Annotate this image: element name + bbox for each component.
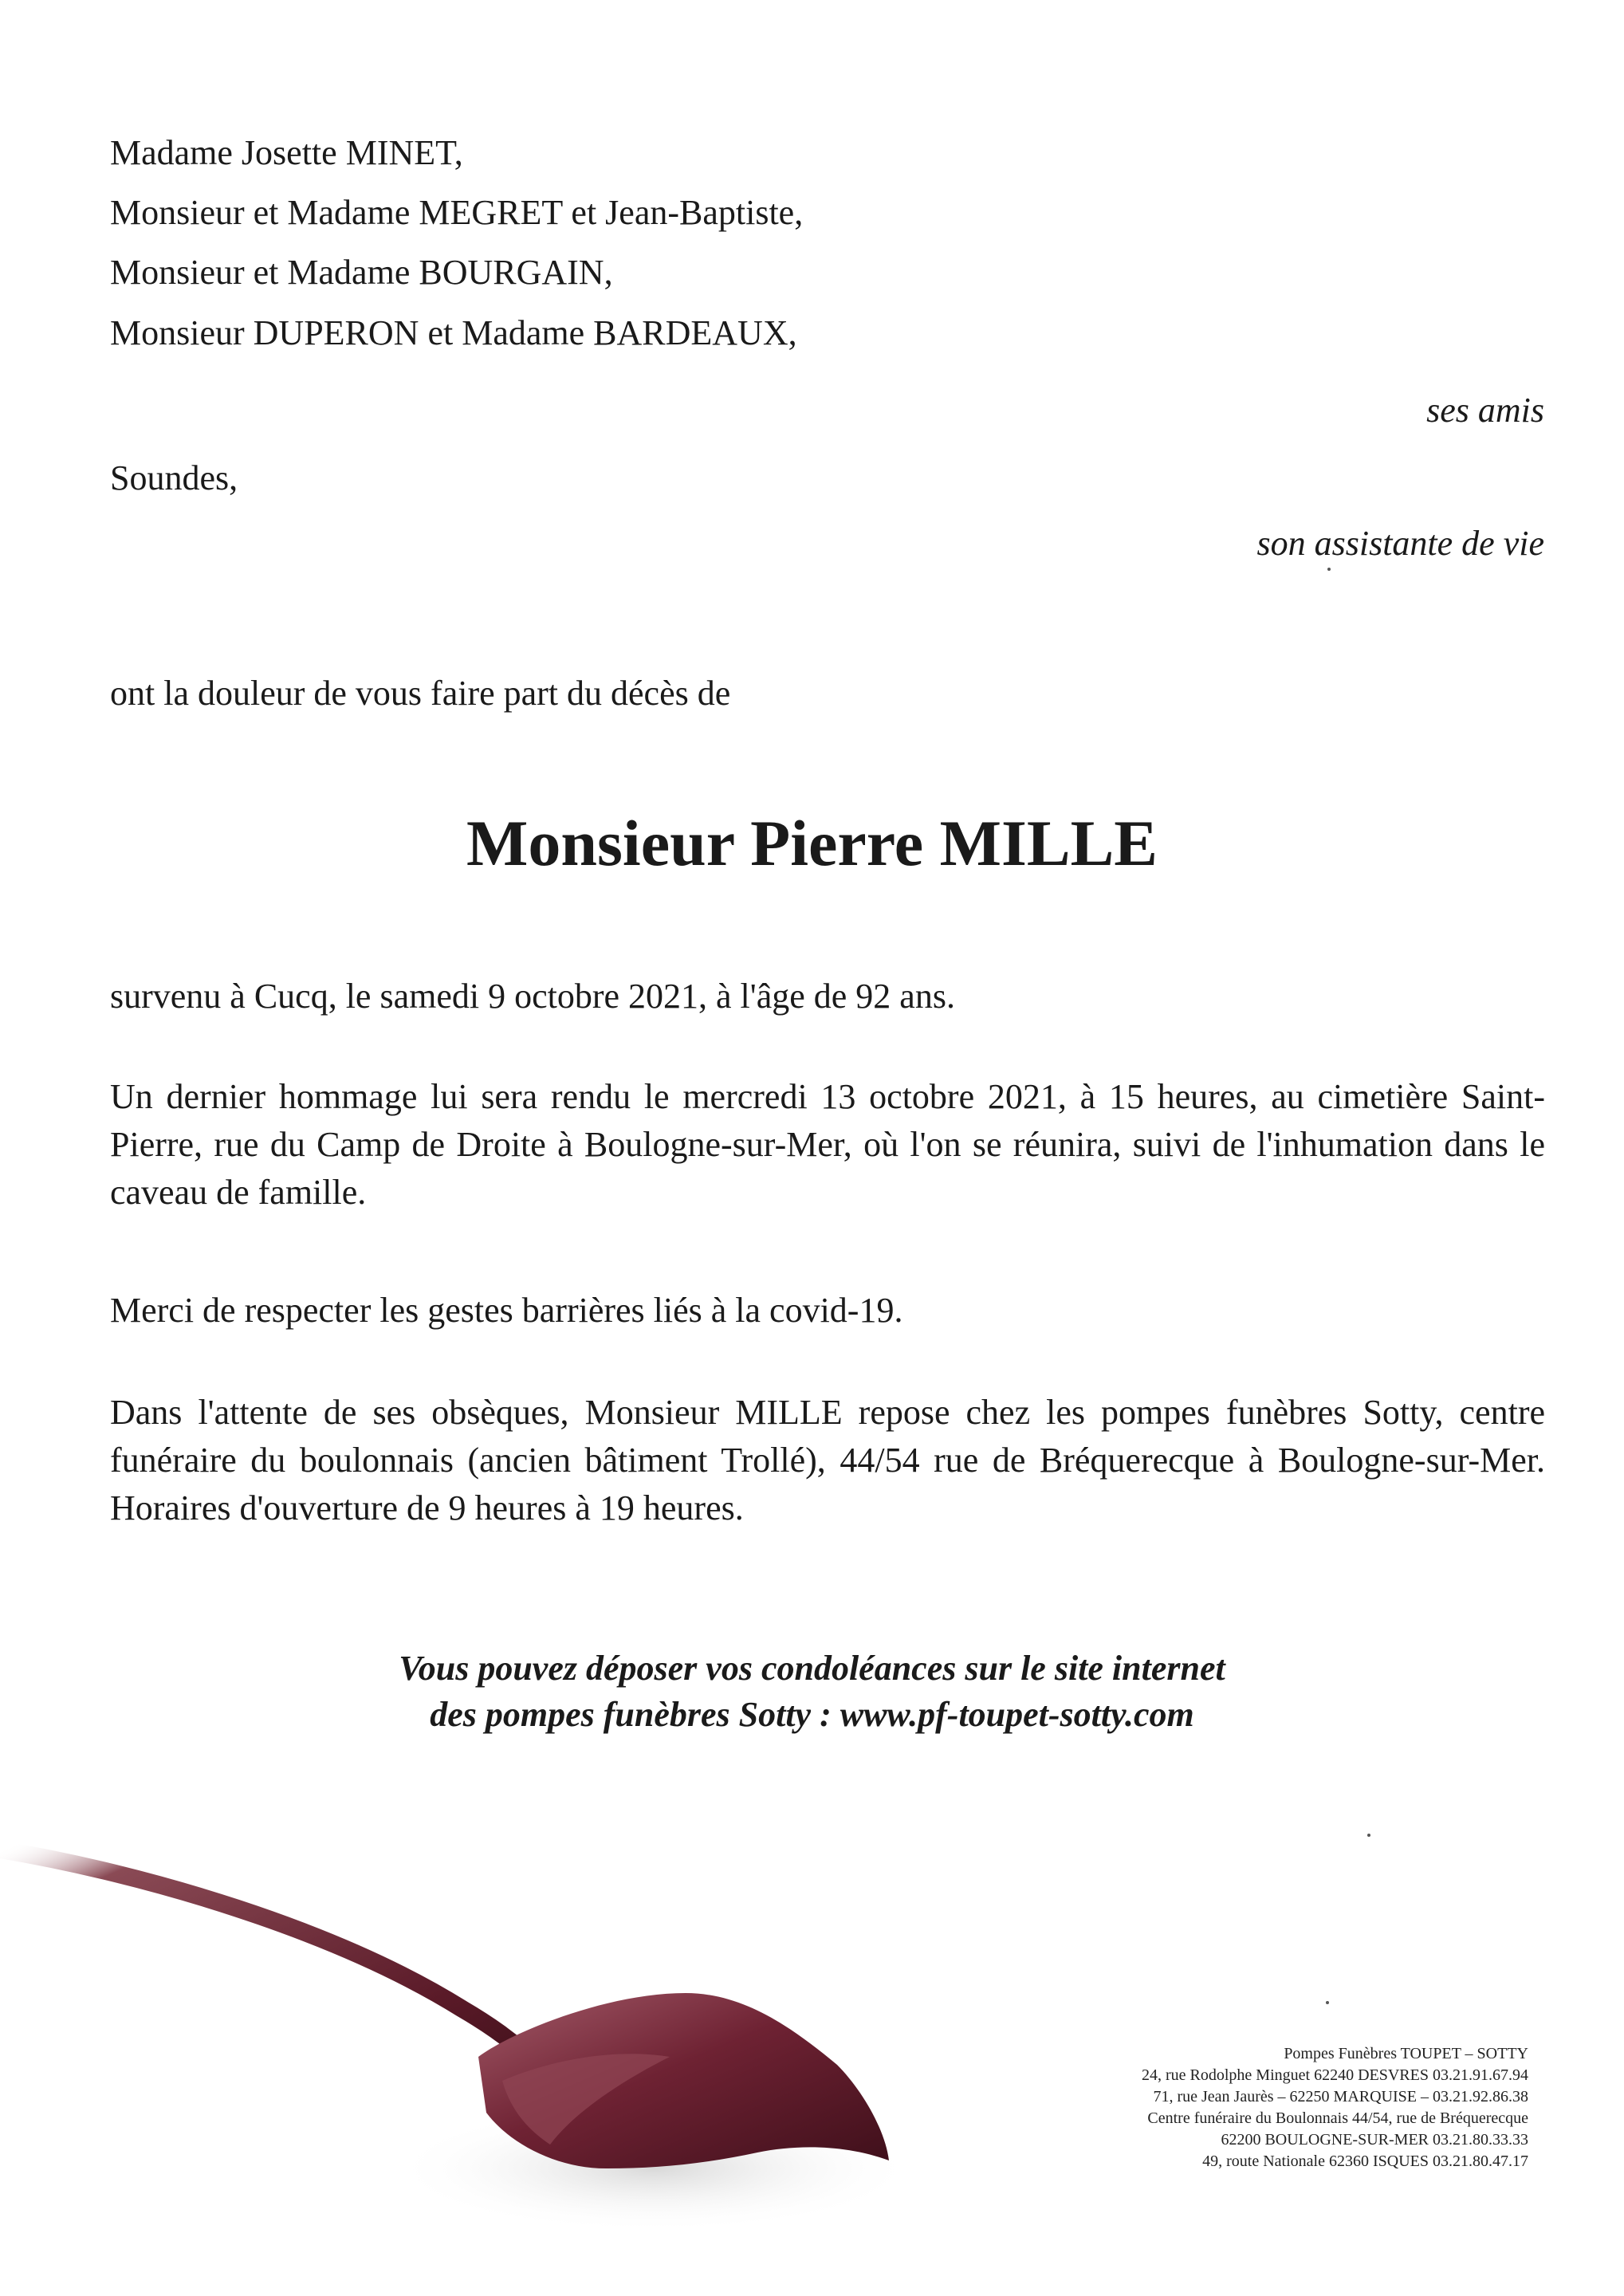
funeral-home-info bbox=[1142, 2043, 1528, 2172]
death-info: survenu à Cucq, le samedi 9 octobre 2021, à l'âge de 92 ans. bbox=[110, 977, 955, 1016]
calla-lily-illustration bbox=[0, 1794, 917, 2272]
relation-friends: ses amis bbox=[1426, 391, 1544, 430]
deceased-name: Monsieur Pierre MILLE bbox=[466, 807, 1158, 879]
family-line-1: Madame Josette MINET, bbox=[110, 133, 463, 172]
scan-speck bbox=[1327, 568, 1331, 571]
scan-speck bbox=[1367, 1834, 1370, 1837]
announcement-line: ont la douleur de vous faire part du décès de bbox=[110, 674, 731, 713]
relation-assistant: son assistante de vie bbox=[1256, 524, 1544, 563]
viewing-paragraph: Dans l'attente de ses obsèques, Monsieur MILLE repose chez les pompes funèbres Sotty, centre funéraire du boulonnais (ancien bâtiment Trollé), 44/54 rue de Bréquerecque à Boulogne-sur-Mer. Horaires d'ouverture de 9 heures à 19 heures. bbox=[110, 1393, 1545, 1527]
lily-stem bbox=[0, 1850, 558, 2093]
funeral-home-name: Pompes Funèbres TOUPET – SOTTY bbox=[1284, 2045, 1528, 2062]
family-line-5: Soundes, bbox=[110, 458, 238, 497]
family-line-2: Monsieur et Madame MEGRET et Jean-Baptiste, bbox=[110, 193, 804, 232]
scan-speck bbox=[1326, 2001, 1329, 2004]
funeral-home-address-1: 24, rue Rodolphe Minguet 62240 DESVRES 03.21.91.67.94 bbox=[1142, 2066, 1528, 2084]
family-line-4: Monsieur DUPERON et Madame BARDEAUX, bbox=[110, 313, 797, 352]
funeral-home-address-2: 71, rue Jean Jaurès – 62250 MARQUISE – 03.21.92.86.38 bbox=[1153, 2088, 1528, 2105]
family-line-3: Monsieur et Madame BOURGAIN, bbox=[110, 253, 613, 292]
funeral-home-address-4: 62200 BOULOGNE-SUR-MER 03.21.80.33.33 bbox=[1221, 2131, 1528, 2149]
covid-notice: Merci de respecter les gestes barrières liés à la covid-19. bbox=[110, 1291, 903, 1330]
condolences-line-1: Vous pouvez déposer vos condoléances sur le site internet bbox=[399, 1649, 1225, 1688]
funeral-home-address-3: Centre funéraire du Boulonnais 44/54, rue de Bréquerecque bbox=[1147, 2109, 1528, 2127]
funeral-home-address-5: 49, route Nationale 62360 ISQUES 03.21.80.47.17 bbox=[1202, 2152, 1528, 2170]
ceremony-paragraph: Un dernier hommage lui sera rendu le mercredi 13 octobre 2021, à 15 heures, au cimetière Saint-Pierre, rue du Camp de Droite à Boulogne-sur-Mer, où l'on se réunira, suivi de l'inhumation dans le caveau de famille. bbox=[110, 1077, 1545, 1212]
condolences-line-2: des pompes funèbres Sotty : www.pf-toupet-sotty.com bbox=[430, 1695, 1194, 1734]
